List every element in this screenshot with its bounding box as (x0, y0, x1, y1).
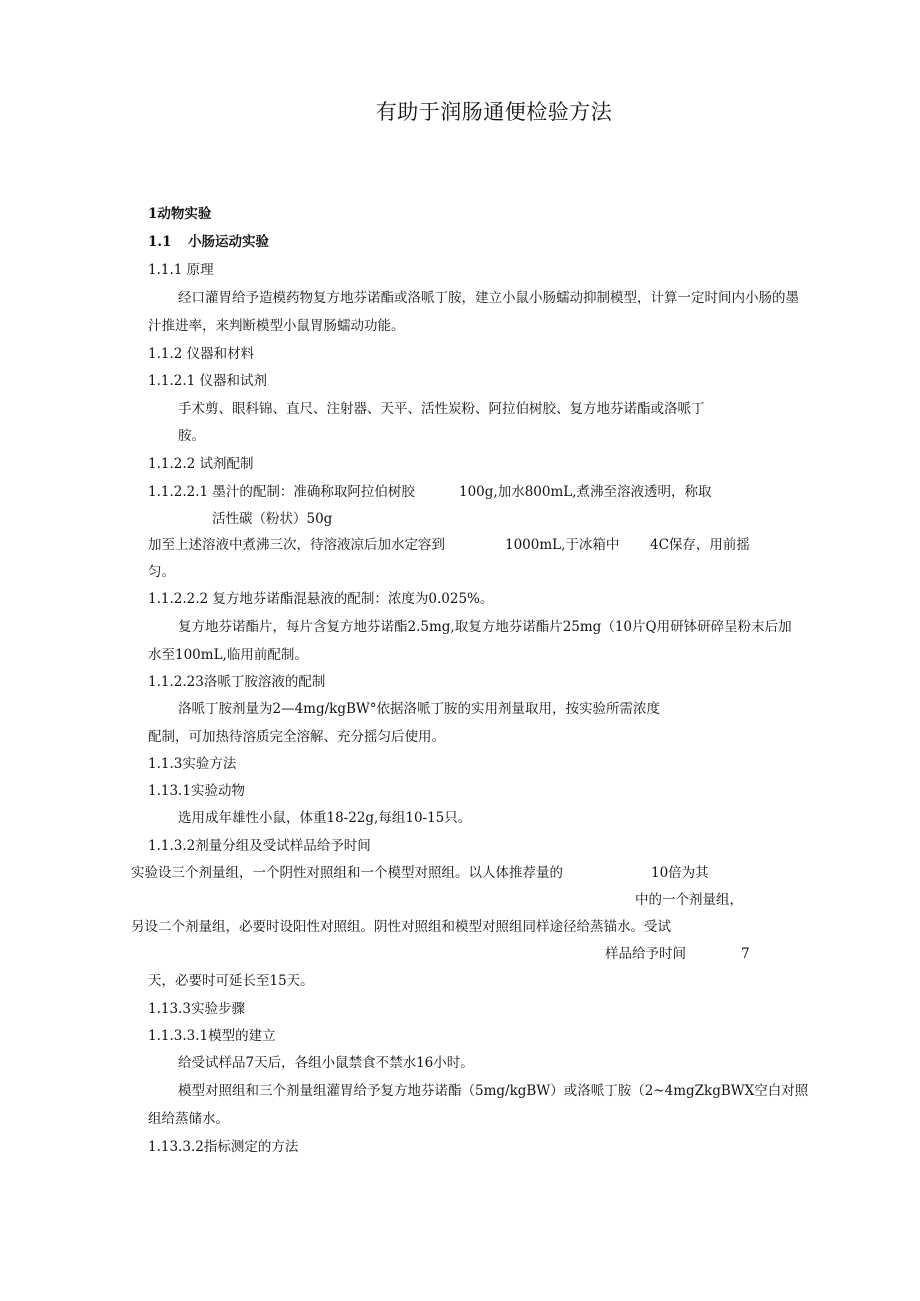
section-1-1-3-3-2: 1.13.3.2指标测定的方法 (148, 1139, 299, 1155)
paragraph-dosage-line-2: 中的一个剂量组， (635, 892, 743, 908)
heading-1-1-number: 1.1 (148, 234, 172, 250)
paragraph-diphenoxylate-line-2: 水至100mL,临用前配制。 (148, 647, 308, 663)
section-1-1-3-3-1: 1.1.3.3.1模型的建立 (148, 1028, 276, 1044)
paragraph-diphenoxylate-line-1: 复方地芬诺酯片，每片含复方地芬诺酯2.5mg,取复方地芬诺酯片25mg（10片Q用研钵研碎呈粉末后加 (178, 619, 792, 635)
paragraph-animals: 选用成年雄性小鼠，体重18-22g,每组10-15只。 (178, 810, 472, 826)
paragraph-model-groups-line-1: 模型对照组和三个剂量组灌胃给予复方地芬诺酯（5mg/kgBW）或洛哌丁胺（2~4mgZkgBWX空白对照 (178, 1083, 809, 1099)
section-1-1-2-2: 1.1.2.2 试剂配制 (148, 456, 254, 472)
section-1-1-3-3: 1.13.3实验步骤 (148, 1001, 245, 1017)
section-1-1-3: 1.1.3实验方法 (148, 756, 237, 772)
heading-1-animal-experiment: 1动物实验 (148, 206, 212, 222)
paragraph-principle-line-2: 汁推进率，来判断模型小鼠胃肠蠕动功能。 (148, 318, 405, 334)
section-1-1-2: 1.1.2 仪器和材料 (148, 346, 255, 362)
section-1-1-2-2-1-part-3: 活性碳（粉状）50g (212, 511, 333, 527)
paragraph-dosage-line-1-part-1: 实验设三个剂量组，一个阴性对照组和一个模型对照组。以人体推荐量的 (131, 865, 563, 881)
heading-1-1-text: 小肠运动实验 (188, 234, 269, 250)
paragraph-dosage-line-1-part-2: 10倍为其 (651, 865, 709, 881)
section-1-1-3-2: 1.1.3.2剂量分组及受试样品给予时间 (148, 838, 371, 854)
paragraph-dosage-line-4-part-1: 样品给予时间 (605, 946, 686, 962)
paragraph-dosage-line-5: 天，必要时可延长至15天。 (148, 973, 314, 989)
section-1-1-3-1: 1.13.1实验动物 (148, 783, 245, 799)
paragraph-ink-line-1-part-2: 1000mL,于冰箱中 (505, 537, 620, 553)
paragraph-dosage-line-3: 另设二个剂量组，必要时设阳性对照组。阴性对照组和模型对照组同样途径给蒸锚水。受试 (131, 919, 671, 935)
paragraph-model-setup: 给受试样品7天后，各组小鼠禁食不禁水16小时。 (178, 1055, 474, 1071)
paragraph-ink-line-1-part-1: 加至上述溶液中煮沸三次，待溶液凉后加水定容到 (148, 537, 445, 553)
paragraph-ink-line-1-part-3: 4C保存，用前摇 (650, 537, 750, 553)
paragraph-principle-line-1: 经口灌胃给予造模药物复方地芬诺酯或洛哌丁胺，建立小鼠小肠蠕动抑制模型，计算一定时间内小肠的墨 (178, 290, 799, 306)
section-1-1-1: 1.1.1 原理 (148, 262, 214, 278)
paragraph-model-groups-line-2: 组给蒸储水。 (148, 1111, 229, 1127)
paragraph-dosage-line-4-part-2: 7 (741, 946, 750, 962)
section-1-1-2-2-2: 1.1.2.2.2 复方地芬诺酯混悬液的配制：浓度为0.025%。 (148, 591, 494, 607)
paragraph-ink-line-2: 匀。 (148, 564, 175, 580)
paragraph-loperamide-line-2: 配制，可加热待溶质完全溶解、充分摇匀后使用。 (148, 729, 445, 745)
section-1-1-2-2-1-part-2: 100g,加水800mL,煮沸至溶液透明，称取 (459, 484, 712, 500)
paragraph-instruments-line-1: 手术剪、眼科锦、直尺、注射器、天平、活性炭粉、阿拉伯树胶、复方地芬诺酯或洛哌丁 (178, 401, 705, 417)
section-1-1-2-2-1-part-1: 1.1.2.2.1 墨汁的配制：准确称取阿拉伯树胶 (148, 484, 415, 500)
paragraph-instruments-line-2: 胺。 (178, 428, 205, 444)
section-1-1-2-1: 1.1.2.1 仪器和试剂 (148, 373, 268, 389)
paragraph-loperamide-line-1: 洛哌丁胺剂量为2—4mg/kgBW°依据洛哌丁胺的实用剂量取用，按实验所需浓度 (178, 701, 661, 717)
document-title: 有助于润肠通便检验方法 (375, 100, 613, 124)
section-1-1-2-2-3: 1.1.2.23洛哌丁胺溶液的配制 (148, 674, 326, 690)
